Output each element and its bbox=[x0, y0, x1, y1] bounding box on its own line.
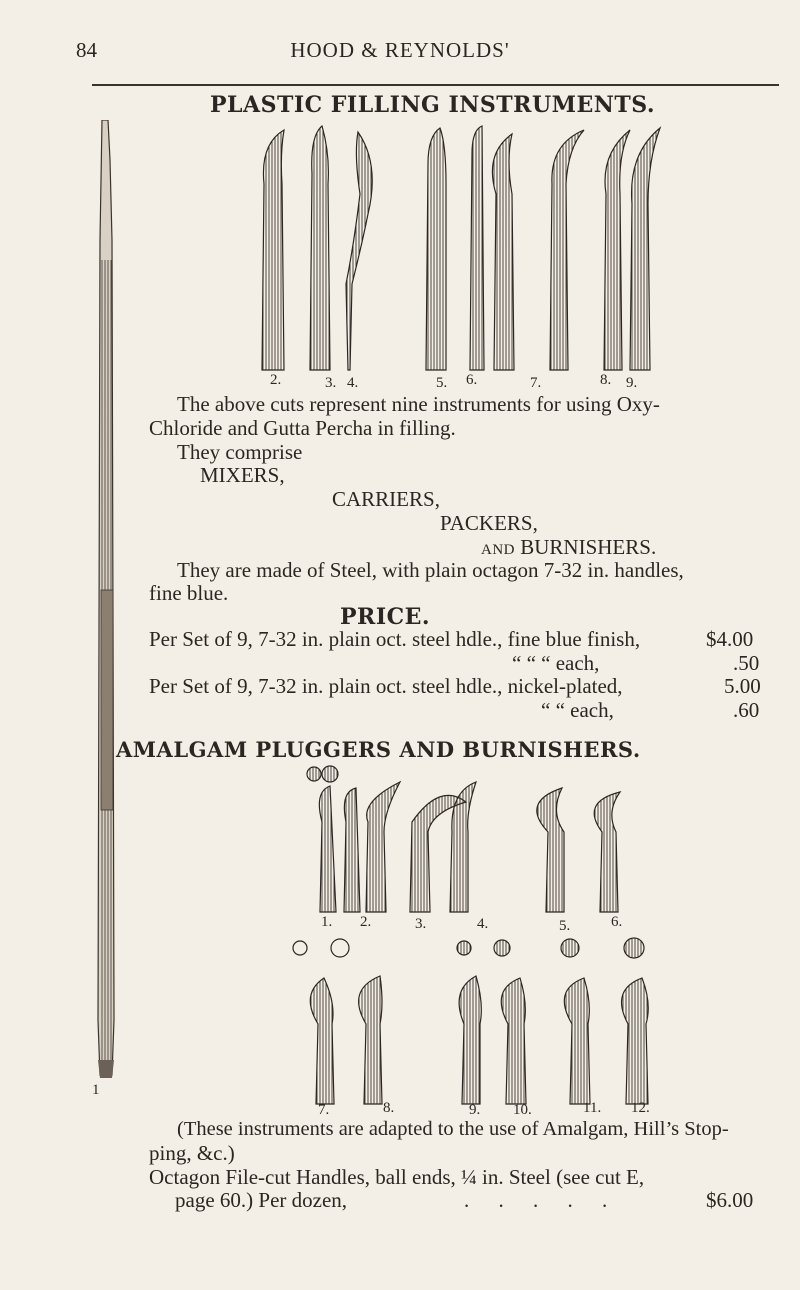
amalgam-figure-top bbox=[300, 762, 660, 912]
fig-num-3: 3. bbox=[325, 375, 337, 391]
burnisher-12 bbox=[622, 978, 649, 1104]
fig-num-bottom-10: 10. bbox=[513, 1102, 532, 1118]
instrument-7b bbox=[550, 130, 584, 370]
instrument-8 bbox=[604, 130, 630, 370]
handles-line-1: Octagon File-cut Handles, ball ends, ¼ in. Steel (see cut E, bbox=[149, 1165, 645, 1189]
instrument-6 bbox=[470, 126, 484, 370]
fig-num-bottom-8: 8. bbox=[383, 1100, 395, 1116]
section-title-plastic: PLASTIC FILLING INSTRUMENTS. bbox=[210, 92, 655, 118]
plugger-6 bbox=[537, 788, 564, 912]
ball-end-10 bbox=[494, 940, 510, 956]
fig-num-4: 4. bbox=[347, 375, 359, 391]
fig-num-bottom-12: 12. bbox=[631, 1100, 650, 1116]
header-rule bbox=[92, 84, 779, 86]
running-title: HOOD & REYNOLDS' bbox=[290, 38, 510, 62]
ball-end-7 bbox=[293, 941, 307, 955]
plugger-3 bbox=[366, 782, 400, 912]
fig-num-bottom-11: 11. bbox=[583, 1100, 602, 1116]
instrument-7 bbox=[492, 134, 514, 370]
note-line-2: ping, &c.) bbox=[149, 1141, 235, 1165]
price-row-2-desc: “ “ “ each, bbox=[512, 651, 600, 675]
page-number: 84 bbox=[76, 38, 97, 62]
item-packers: PACKERS, bbox=[440, 511, 538, 535]
fig-num-bottom-7: 7. bbox=[318, 1102, 330, 1118]
fig-num-top-5: 5. bbox=[559, 918, 571, 934]
instrument-5 bbox=[426, 128, 446, 370]
fig-num-9: 9. bbox=[626, 375, 638, 391]
fig-num-7: 7. bbox=[530, 375, 542, 391]
instrument-3 bbox=[310, 126, 330, 370]
burnisher-10 bbox=[501, 978, 526, 1104]
ball-end-2 bbox=[322, 766, 338, 782]
comprise-line: They comprise bbox=[177, 440, 303, 464]
note-line-1: (These instruments are adapted to the use of Amalgam, Hill’s Stop- bbox=[177, 1118, 729, 1140]
burnisher-8 bbox=[359, 976, 382, 1104]
intro-line-2: Chloride and Gutta Percha in filling. bbox=[149, 416, 456, 440]
ball-end-11 bbox=[561, 939, 579, 957]
fig-num-top-1: 1. bbox=[321, 914, 333, 930]
intro-line-1: The above cuts represent nine instruments for using Oxy- bbox=[177, 392, 660, 416]
fig-num-6: 6. bbox=[466, 372, 478, 388]
plugger-7 bbox=[594, 792, 620, 912]
plugger-1 bbox=[319, 786, 336, 912]
handles-line-2: page 60.) Per dozen, bbox=[175, 1188, 348, 1212]
price-row-4-amount: .60 bbox=[733, 698, 760, 722]
handles-price: $6.00 bbox=[706, 1188, 754, 1212]
item-and: AND bbox=[481, 542, 515, 558]
fig-num-top-2: 2. bbox=[360, 914, 372, 930]
burnisher-7 bbox=[310, 978, 334, 1104]
price-row-2-amount: .50 bbox=[733, 651, 760, 675]
burnisher-11 bbox=[564, 978, 590, 1104]
made-line-1: They are made of Steel, with plain octagon 7-32 in. handles, bbox=[177, 558, 684, 582]
fig-num-bottom-9: 9. bbox=[469, 1102, 481, 1118]
fig-num-5: 5. bbox=[436, 375, 448, 391]
made-line-2: fine blue. bbox=[149, 581, 229, 605]
fig-num-top-3: 3. bbox=[415, 916, 427, 932]
instrument-4 bbox=[346, 132, 372, 370]
price-row-3-amount: 5.00 bbox=[724, 674, 761, 698]
fig-num-top-4: 4. bbox=[477, 916, 489, 932]
price-title: PRICE. bbox=[340, 604, 431, 630]
section-title-amalgam: AMALGAM PLUGGERS AND BURNISHERS. bbox=[116, 737, 641, 762]
side-figure-number: 1 bbox=[92, 1082, 100, 1098]
plastic-instruments-figure bbox=[250, 124, 670, 370]
burnisher-9 bbox=[459, 976, 481, 1104]
item-carriers: CARRIERS, bbox=[332, 487, 440, 511]
side-instrument-illustration bbox=[88, 120, 124, 1098]
ball-end-1 bbox=[307, 767, 321, 781]
side-instrument-drawing bbox=[88, 120, 124, 1080]
price-row-3-desc: Per Set of 9, 7-32 in. plain oct. steel hdle., nickel-plated, bbox=[149, 674, 623, 698]
ball-end-8 bbox=[331, 939, 349, 957]
leader-dots: . . . . . bbox=[464, 1188, 620, 1212]
amalgam-figure-bottom bbox=[280, 934, 660, 1104]
ball-end-9 bbox=[457, 941, 471, 955]
instrument-2 bbox=[262, 130, 284, 370]
fig-num-top-6: 6. bbox=[611, 914, 623, 930]
fig-num-8: 8. bbox=[600, 372, 612, 388]
price-row-1-amount: $4.00 bbox=[706, 627, 754, 651]
item-mixers: MIXERS, bbox=[200, 463, 285, 487]
price-row-4-desc: “ “ each, bbox=[541, 698, 614, 722]
price-row-1-desc: Per Set of 9, 7-32 in. plain oct. steel hdle., fine blue finish, bbox=[149, 627, 641, 651]
fig-num-2: 2. bbox=[270, 372, 282, 388]
plugger-2 bbox=[344, 788, 360, 912]
item-burnishers: BURNISHERS. bbox=[520, 535, 657, 559]
instrument-9 bbox=[630, 128, 660, 370]
ball-end-12 bbox=[624, 938, 644, 958]
